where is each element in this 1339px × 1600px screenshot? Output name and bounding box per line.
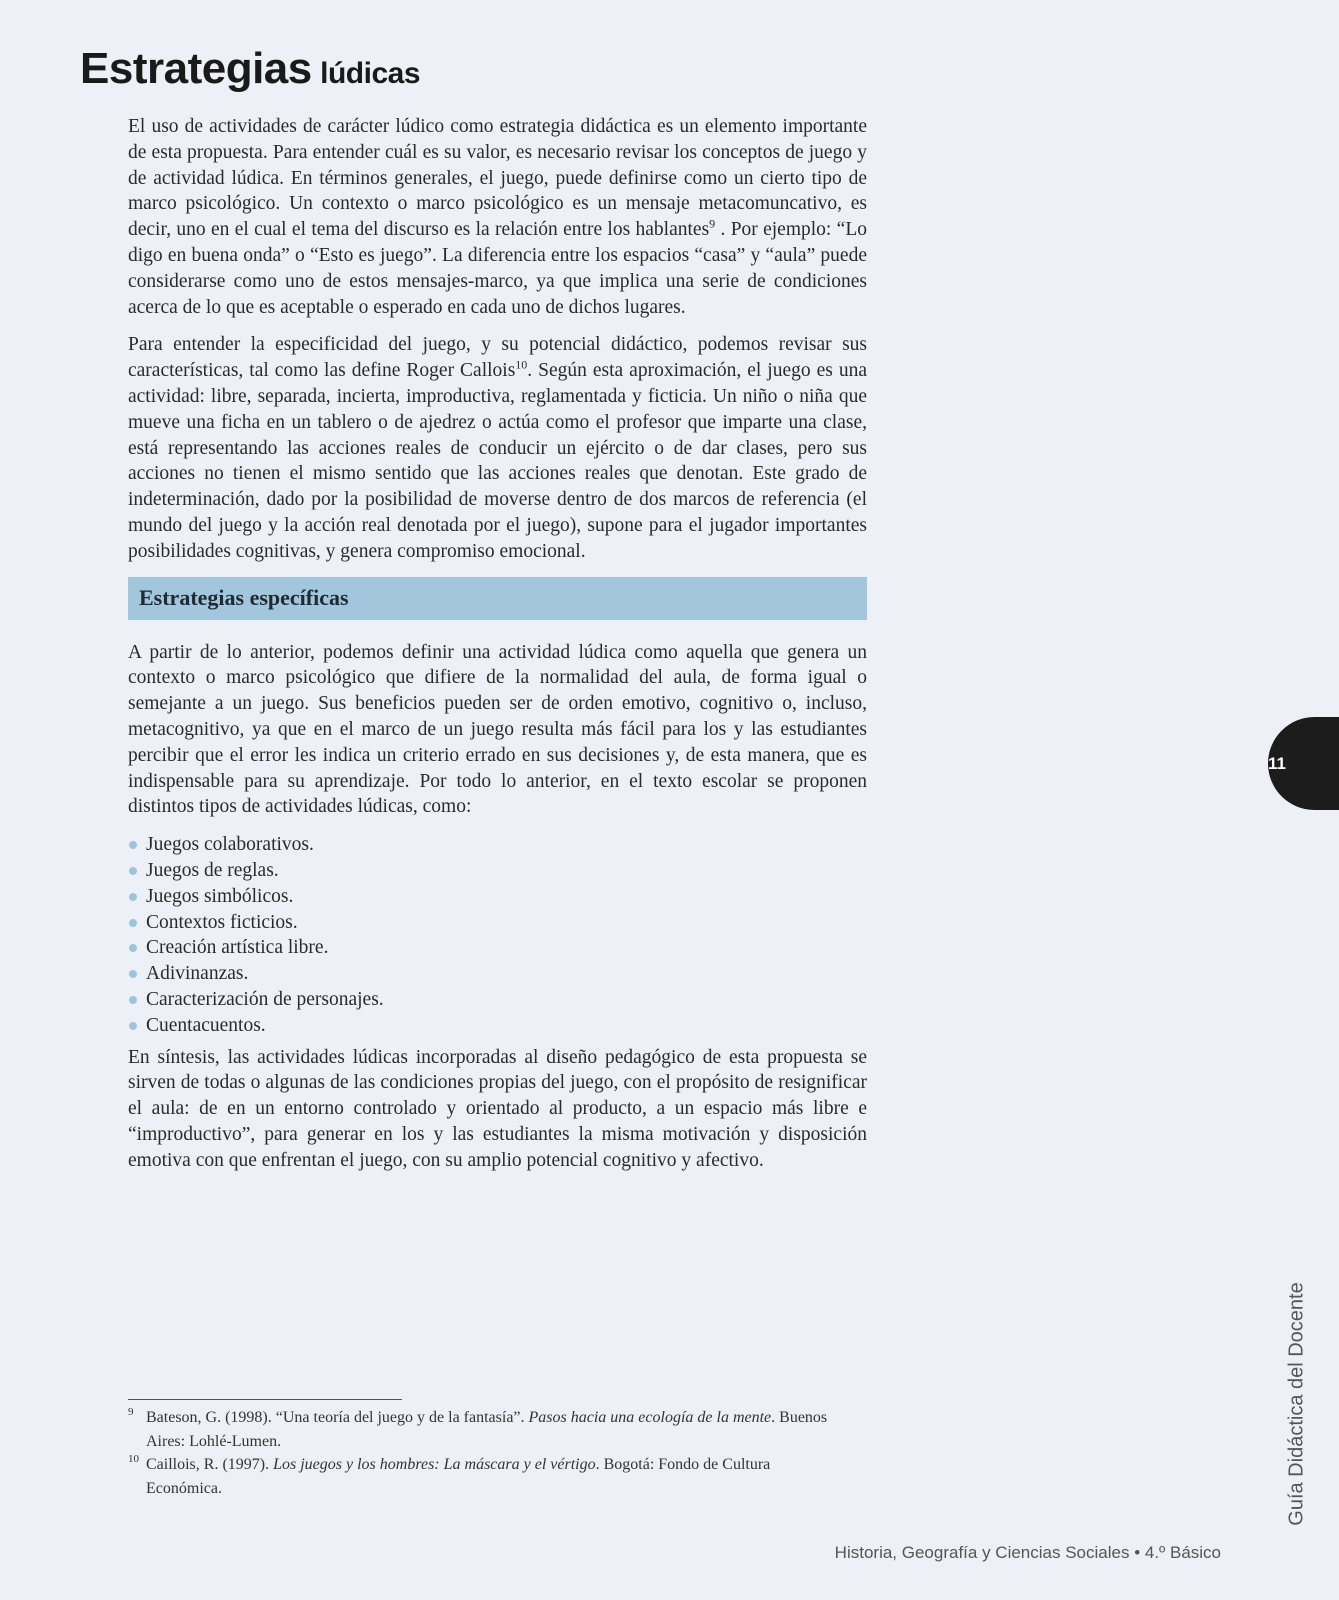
- bullet-icon: [129, 996, 137, 1004]
- footnote-book-title: Los juegos y los hombres: La máscara y el vértigo: [273, 1456, 596, 1473]
- page-title-sub: lúdicas: [320, 57, 420, 90]
- footnote-text-a: Caillois, R. (1997).: [146, 1456, 274, 1473]
- paragraph-3: A partir de lo anterior, podemos definir una actividad lúdica como aquella que genera un contexto o marco psicológico que difiere de la normalidad del aula, de forma igual o semejante a un juego. Sus beneficios pueden ser de orden emotivo, cognitivo o, incluso, metacognitivo, ya que en el marco de un juego resulta más fácil para los y las estudiantes percibir que el error les indica un criterio errado en sus decisiones y, de esta manera, que es indispensable para su aprendizaje. Por todo lo anterior, en el texto escolar se proponen distintos tipos de actividades lúdicas, como:: [128, 641, 867, 818]
- footnote-number: 9: [128, 1406, 134, 1418]
- list-item: [128, 858, 867, 884]
- bullet-icon: [129, 970, 137, 978]
- paragraph-1: [128, 114, 867, 320]
- footnote-text-a: Bateson, G. (1998). “Una teoría del juego y de la fantasía”.: [146, 1409, 529, 1426]
- page-number-tab: [1268, 717, 1339, 810]
- list-item-text: Juegos simbólicos.: [146, 885, 294, 907]
- footnote-ref-10[interactable]: 10: [515, 357, 528, 372]
- list-item: [128, 935, 867, 961]
- bullet-icon: [129, 841, 137, 849]
- page-footer: Historia, Geografía y Ciencias Sociales • 4.º Básico: [834, 1543, 1221, 1562]
- footnote-book-title: Pasos hacia una ecología de la mente: [528, 1409, 772, 1426]
- activity-list: [128, 832, 867, 1038]
- list-item: [128, 884, 867, 910]
- footnote-9: [128, 1406, 848, 1453]
- list-item: [128, 832, 867, 858]
- paragraph-1-text-b: . Por ejemplo: “Lo digo en buena onda” o “Esto es juego”. La diferencia entre los espacios “casa” y “aula” puede considerarse como uno de estos mensajes-marco, ya que implica una serie de condiciones acerca de lo que es aceptable o esperado en cada uno de dichos lugares.: [128, 219, 867, 318]
- footnote-number: 10: [128, 1453, 139, 1465]
- page-title-main: Estrategias: [80, 44, 312, 93]
- list-item-text: Creación artística libre.: [146, 937, 329, 959]
- bullet-icon: [129, 919, 137, 927]
- footnote-text-b: . Bogotá: Fondo de Cultura Económica.: [146, 1456, 771, 1497]
- paragraph-2-text-b: . Según esta aproximación, el juego es una actividad: libre, separada, incierta, improductiva, reglamentada y ficticia. Un niño o niña que mueve una ficha en un tablero o de ajedrez o actúa como el profesor que imparte una clase, está representando las acciones reales de conducir un ejército o de dar clases, pero sus acciones no tienen el mismo sentido que las acciones reales que denotan. Este grado de indeterminación, dado por la posibilidad de moverse dentro de dos marcos de referencia (el mundo del juego y la acción real denotada por el juego), supone para el jugador importantes posibilidades cognitivas, y genera compromiso emocional.: [128, 360, 867, 562]
- footnote-text-b: . Buenos Aires: Lohlé-Lumen.: [146, 1409, 828, 1450]
- list-item: [128, 910, 867, 936]
- footnote-ref-9[interactable]: 9: [709, 216, 716, 231]
- paragraph-4: En síntesis, las actividades lúdicas incorporadas al diseño pedagógico de esta propuesta se sirven de todas o algunas de las condiciones propias del juego, con el propósito de resignificar el aula: de en un entorno controlado y orientado al producto, a un espacio más libre e “improductivo”, para generar en los y las estudiantes la misma motivación y disposición emotiva con que enfrentan el juego, con su amplio potencial cognitivo y afectivo.: [128, 1046, 867, 1171]
- page-title: [80, 44, 420, 94]
- footnote-divider: [128, 1399, 402, 1400]
- list-item-text: Caracterización de personajes.: [146, 988, 384, 1010]
- footnotes: [128, 1406, 848, 1500]
- bullet-icon: [129, 944, 137, 952]
- page-number: 11: [1268, 753, 1286, 773]
- paragraph-1-text-a: El uso de actividades de carácter lúdico como estrategia didáctica es un elemento importante de esta propuesta. Para entender cuál es su valor, es necesario revisar los conceptos de juego y de actividad lúdica. En términos generales, el juego, puede definirse como un cierto tipo de marco psicológico. Un contexto o marco psicológico es un mensaje metacomuncativo, es decir, uno en el cual el tema del discurso es la relación entre los hablantes: [128, 116, 867, 241]
- side-label: Guía Didáctica del Docente: [1285, 1282, 1308, 1526]
- list-item-text: Juegos colaborativos.: [146, 834, 314, 856]
- list-item-text: Contextos ficticios.: [146, 911, 298, 933]
- bullet-icon: [129, 867, 137, 875]
- paragraph-2: [128, 332, 867, 564]
- bullet-icon: [129, 1022, 137, 1030]
- list-item: [128, 1013, 867, 1039]
- list-item: [128, 961, 867, 987]
- paragraph-2-text-a: Para entender la especificidad del juego, y su potencial didáctico, podemos revisar sus características, tal como las define Roger Callois: [128, 334, 867, 382]
- bullet-icon: [129, 893, 137, 901]
- section-heading: Estrategias específicas: [128, 577, 867, 620]
- list-item-text: Adivinanzas.: [146, 963, 249, 985]
- list-item-text: Cuentacuentos.: [146, 1014, 266, 1036]
- main-content: [128, 114, 867, 1185]
- footnote-10: [128, 1453, 848, 1500]
- list-item: [128, 987, 867, 1013]
- list-item-text: Juegos de reglas.: [146, 859, 279, 881]
